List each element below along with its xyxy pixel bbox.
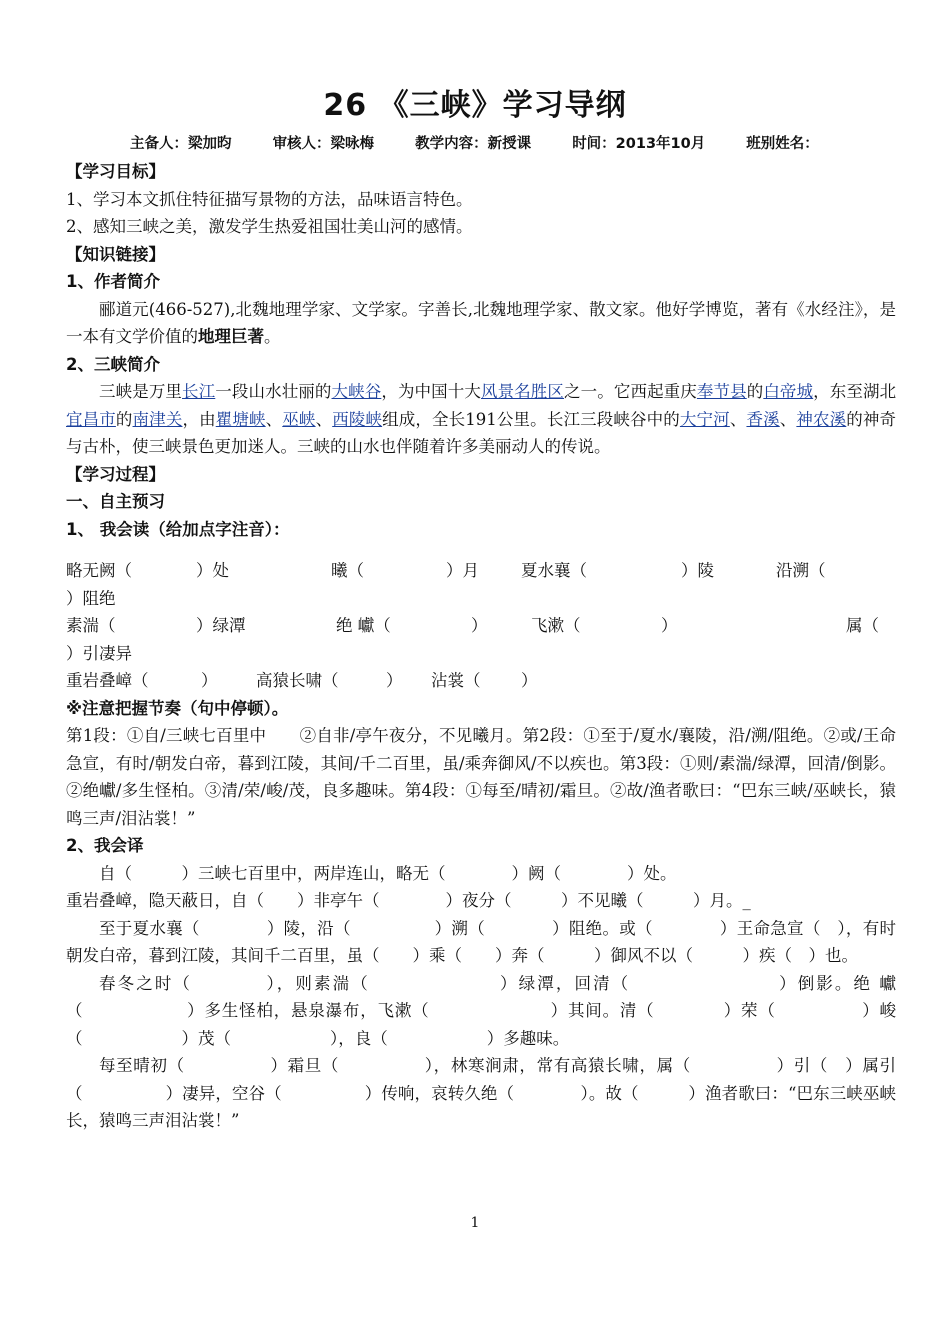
pinyin-item: ）陵 bbox=[681, 561, 714, 580]
translate-paragraph: 春冬之时（ ），则素湍（ ）绿潭，回清（ ）倒影。绝 巘（ ）多生怪柏，悬泉瀑布，飞漱（ ）其间。清（ ）荣（ ）峻（ ）茂（ ），良（ ）多趣味。 bbox=[66, 973, 896, 1048]
translate-paragraph: 每至晴初（ ）霜旦（ ），林寒涧肃，常有高猿长啸，属（ ）引（ ）属引（ ）凄异，空谷（ ）传响，哀转久绝（ ）。故（ ）渔者歌曰：“巴东三峡巫峡长，猿鸣三声泪沾裳！” bbox=[66, 1056, 896, 1130]
text: 、 bbox=[315, 409, 333, 429]
author-text-end: 。 bbox=[264, 327, 281, 346]
text: 的 bbox=[115, 409, 133, 429]
rhythm-heading: ※注意把握节奏（句中停顿）。 bbox=[66, 698, 289, 718]
text: 、 bbox=[265, 409, 283, 429]
translate-paragraph: 重岩叠嶂，隐天蔽日，自（ ）非亭午（ ）夜分（ ）不见曦（ ）月。_ bbox=[66, 891, 751, 910]
pinyin-item: ） bbox=[661, 616, 678, 635]
author-text-bold: 地理巨著 bbox=[198, 327, 264, 346]
page-title: 26 《三峡》学习导纲 bbox=[323, 88, 627, 123]
knowledge-heading: 【知识链接】 bbox=[66, 244, 165, 264]
goal-item: 2、感知三峡之美，激发学生热爱祖国壮美山河的感情。 bbox=[66, 217, 473, 236]
pinyin-row bbox=[66, 667, 896, 695]
link-fengjie[interactable]: 奉节县 bbox=[696, 382, 747, 401]
link-daxiagu[interactable]: 大峡谷 bbox=[331, 382, 382, 401]
meta-time: 时间：2013年10月 bbox=[572, 136, 706, 152]
link-qutang[interactable]: 瞿塘峡 bbox=[215, 409, 266, 429]
sanxia-paragraph bbox=[66, 378, 896, 461]
pinyin-item: 沾裳（ bbox=[431, 671, 481, 690]
pinyin-item: 素湍（ bbox=[66, 616, 116, 635]
translate-heading: 2、我会译 bbox=[66, 836, 144, 855]
pinyin-item: ） bbox=[386, 671, 403, 690]
page-number: 1 bbox=[470, 1215, 480, 1231]
pinyin-item: 沿溯（ bbox=[776, 561, 826, 580]
rhythm-text: 第1段：①自/三峡七百里中 ②自非/亭午夜分，不见曦月。第2段：①至于/夏水/襄陵，沿/溯/阻绝。②或/王命急宣，有时/朝发白帝，暮到江陵，其间/千二百里，虽/乘奔御风/不以疾也。第3段：①则/素湍/绿潭，回清/倒影。②绝巘/多生怪柏。③清/荣/峻/茂，良多趣味。第4段：①每至/晴初/霜旦。②故/渔者歌曰：“巴东三峡/巫峡长，猿鸣三声/泪沾裳！” bbox=[66, 726, 896, 828]
link-daning[interactable]: 大宁河 bbox=[679, 409, 730, 429]
link-nanjin[interactable]: 南津关 bbox=[132, 409, 183, 429]
pinyin-row-cont: ）引凄异 bbox=[66, 643, 132, 663]
text: 组成，全长191公里。长江三段峡谷中的 bbox=[382, 409, 680, 429]
meta-content: 教学内容：新授课 bbox=[415, 136, 532, 152]
pinyin-item: 属（ bbox=[846, 616, 879, 635]
pinyin-item: 夏水襄（ bbox=[521, 561, 587, 580]
text: 一段山水壮丽的 bbox=[215, 382, 332, 401]
link-xiangxi[interactable]: 香溪 bbox=[746, 409, 780, 429]
pinyin-row bbox=[66, 557, 896, 585]
text: ，东至湖北 bbox=[813, 382, 897, 401]
pinyin-row-cont: ）阻绝 bbox=[66, 588, 116, 608]
link-xiling[interactable]: 西陵峡 bbox=[332, 409, 383, 429]
text: 的 bbox=[746, 382, 764, 401]
pinyin-item: 飞漱（ bbox=[531, 616, 581, 635]
pinyin-item: 绝 巘（ bbox=[336, 616, 391, 635]
process-heading: 【学习过程】 bbox=[66, 464, 165, 484]
meta-reviewer: 审核人：梁咏梅 bbox=[272, 136, 375, 152]
meta-author: 主备人：梁加昀 bbox=[130, 136, 232, 152]
goal-item: 1、学习本文抓住特征描写景物的方法，品味语言特色。 bbox=[66, 189, 473, 209]
pinyin-item: 曦（ bbox=[331, 561, 364, 580]
pinyin-item: ）绿潭 bbox=[196, 616, 246, 635]
translate-paragraph: 至于夏水襄（ ）陵，沿（ ）溯（ ）阻绝。或（ ）王命急宣（ ），有时朝发白帝，暮到江陵，其间千二百里，虽（ ）乘（ ）奔（ ）御风不以（ ）疾（ ）也。 bbox=[66, 918, 896, 965]
pinyin-row bbox=[66, 612, 896, 640]
sanxia-heading: 2、三峡简介 bbox=[66, 354, 160, 374]
link-baidi[interactable]: 白帝城 bbox=[763, 382, 814, 401]
author-heading: 1、作者简介 bbox=[66, 272, 160, 291]
meta-line bbox=[130, 132, 855, 153]
text: 的神奇与古朴，使三峡景色更加迷人。三峡的山水也伴随着许多美丽动人的传说。 bbox=[66, 409, 897, 456]
link-fengjing[interactable]: 风景名胜区 bbox=[480, 382, 565, 401]
text: ，为中国十大 bbox=[381, 382, 481, 401]
spacer bbox=[66, 543, 896, 557]
author-text: 郦道元(466-527),北魏地理学家、文学家。字善长,北魏地理学家、散文家。他好学博览，著有《水经注》，是一本有文学价值的 bbox=[66, 299, 896, 346]
pinyin-item: ） bbox=[471, 616, 488, 635]
pinyin-item: ） bbox=[521, 671, 538, 690]
text: 三峡是万里 bbox=[99, 382, 183, 401]
link-changjiang[interactable]: 长江 bbox=[182, 382, 216, 401]
text: 之一。它西起重庆 bbox=[564, 382, 697, 401]
link-shennong[interactable]: 神农溪 bbox=[796, 409, 847, 429]
link-yichang[interactable]: 宜昌市 bbox=[66, 409, 116, 429]
pinyin-item: ）月 bbox=[446, 561, 479, 580]
author-paragraph bbox=[66, 296, 896, 351]
translate-paragraph: 自（ ）三峡七百里中，两岸连山，略无（ ）阙（ ）处。 bbox=[99, 863, 677, 883]
meta-class: 班别姓名： bbox=[746, 136, 819, 152]
pinyin-item: ）处 bbox=[196, 561, 229, 580]
text: 、 bbox=[729, 409, 747, 429]
main-content bbox=[66, 158, 896, 1135]
part1-heading: 一、自主预习 bbox=[66, 492, 165, 511]
link-wuxia[interactable]: 巫峡 bbox=[282, 409, 316, 429]
pinyin-item: ） bbox=[201, 671, 218, 690]
read-heading: 1、 我会读（给加点字注音）： bbox=[66, 519, 290, 539]
goals-heading: 【学习目标】 bbox=[66, 162, 165, 181]
pinyin-item: 重岩叠嶂（ bbox=[66, 671, 149, 690]
pinyin-item: 略无阙（ bbox=[66, 561, 132, 580]
text: ，由 bbox=[182, 409, 216, 429]
text: 、 bbox=[779, 409, 797, 429]
pinyin-item: 高猿长啸（ bbox=[256, 671, 339, 690]
